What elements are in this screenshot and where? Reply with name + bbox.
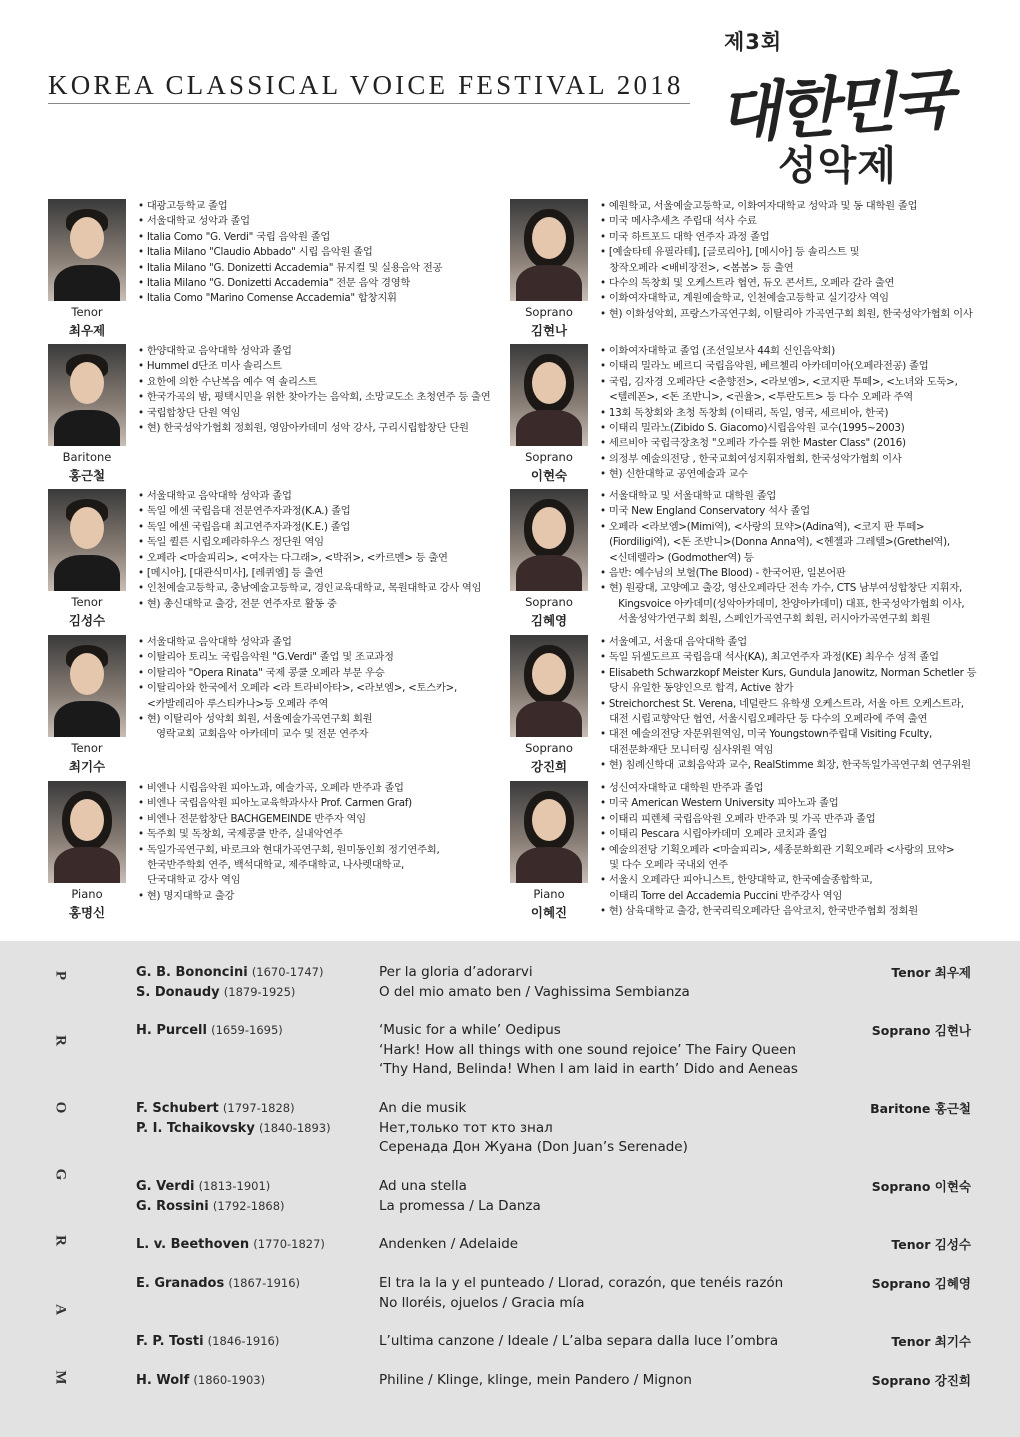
piece-title: ‘Thy Hand, Belinda! When I am laid in earth’ Dido and Aeneas: [379, 1061, 798, 1077]
performer-voice: Piano: [533, 887, 565, 901]
festival-logo: [718, 22, 980, 187]
performer-bio: [138, 781, 533, 904]
bio-line: • 성신여자대학교 대학원 반주과 졸업: [600, 782, 764, 794]
program-pieces: [379, 1235, 518, 1255]
performer-card: [510, 344, 990, 484]
composer-name: G. Verdi: [136, 1179, 195, 1194]
bio-line: • 이화여자대학교 졸업 (조선일보사 44회 신인음악회): [600, 345, 836, 357]
composer: [136, 1371, 265, 1391]
bio-line: • Streichorchest St. Verena, 네덜란드 유학생 오케스트라, 서울 아트 오케스트라,: [600, 697, 964, 710]
program-composers: [136, 1371, 265, 1391]
bio-line: • Italia Milano "G. Donizetti Accademia" 전문 음악 경영학: [138, 277, 411, 290]
program-composers: [136, 1274, 300, 1294]
performer-name: 최기수: [68, 759, 106, 774]
bio-line: • 현) 한국성악가협회 정회원, 영암아카데미 성악 강사, 구리시립합창단 단원: [138, 422, 469, 435]
bio-line: 서울성악가연구회 회원, 스페인가곡연구회 회원, 러시아가곡연구회 회원: [600, 613, 931, 626]
bio-line: • [메시아], [대관식미사], [레퀴엠] 등 출연: [138, 567, 324, 580]
bio-line: • 세르비아 국립극장초청 "오페라 가수를 위한 Master Class" (2016): [600, 437, 906, 450]
bio-line: • Italia Milano "Claudio Abbado" 시립 음악원 졸업: [138, 246, 373, 259]
program-performer: Baritone 홍근철: [870, 1101, 971, 1116]
program-composers: [136, 1099, 331, 1138]
composer: [136, 1274, 300, 1294]
bio-line: 당시 유일한 동양인으로 합격, Active 참가: [600, 682, 794, 695]
performer-photo: [48, 344, 126, 446]
program-composers: [136, 963, 323, 1002]
program-performer: Soprano 김현나: [871, 1023, 971, 1038]
bio-line: • 이탈리아 토리노 국립음악원 "G.Verdi" 졸업 및 조교과정: [138, 651, 394, 664]
bio-line: • 비엔나 국립음악원 피아노교육학과사사 Prof. Carmen Graf): [138, 797, 412, 810]
performer-card: [48, 344, 528, 484]
performer-photo: [48, 199, 126, 301]
piece-title: ‘Hark! How all things with one sound rejoice’ The Fairy Queen: [379, 1041, 797, 1058]
composer-years: (1846-1916): [207, 1334, 280, 1348]
bio-line: • 현) 명지대학교 출강: [138, 889, 235, 902]
composer-years: (1840-1893): [258, 1120, 331, 1135]
performer-voice: Piano: [71, 887, 103, 901]
bio-line: <신데렐라> (Godmother역) 등: [600, 551, 754, 564]
composer: [136, 1021, 283, 1041]
performer-card: [48, 635, 528, 775]
bio-line: • 미국 American Western University 피아노과 졸업: [600, 797, 839, 810]
bio-line: • 서울대학교 및 서울대학교 대학원 졸업: [600, 490, 777, 502]
piece-title: Philine / Klinge, klinge, mein Pandero / Mignon: [379, 1372, 692, 1388]
bio-line: • 이태리 밀라노 베르디 국립음악원, 베르첼리 아카데미아(오페라전공) 졸업: [600, 360, 929, 373]
performer-name: 이혜진: [530, 905, 568, 920]
composer-name: H. Purcell: [136, 1023, 207, 1038]
bio-line: • 독일 에센 국립음대 최고연주자과정(K.E.) 졸업: [138, 520, 351, 533]
bio-line: • 예술의전당 기획오페라 <마술피리>, 세종문화회관 기획오페라 <사랑의 묘약>: [600, 843, 955, 856]
composer: [136, 963, 323, 983]
bio-line: • 국립합창단 단원 역임: [138, 406, 241, 419]
program-label-letter: O: [52, 1101, 69, 1114]
performer-name: 김현나: [530, 323, 568, 338]
bio-line: • 오페라 <라보엠>(Mimi역), <사랑의 묘약>(Adina역), <코지 판 투떼>: [600, 520, 925, 533]
bio-line: • 서울대학교 음악대학 성악과 졸업: [138, 636, 292, 648]
bio-line: • 독주회 및 독창회, 국제콩쿨 반주, 실내악연주: [138, 828, 343, 841]
performer-voice: Soprano: [525, 305, 573, 319]
bio-line: (Fiordiligi역), <돈 조반니>(Donna Anna역), <헨젤과 그레텔>(Grethel역),: [600, 536, 950, 549]
composer-years: (1867-1916): [228, 1276, 300, 1290]
bio-line: 단국대학교 강사 역임: [138, 874, 241, 887]
bio-line: • 이화여자대학교, 계원예술학교, 인천예술고등학교 실기강사 역임: [600, 292, 889, 305]
program-performer: Soprano 이현숙: [871, 1179, 971, 1194]
bio-line: • [예술타테 유필라테], [글로리아], [메시아] 등 솔리스트 및: [600, 246, 860, 259]
performer-photo: [510, 199, 588, 301]
performer-card: [510, 489, 990, 629]
bio-line: 대전 시립교향악단 협연, 서울시립오페라단 등 다수의 오페라에 주역 출연: [600, 713, 928, 726]
bio-line: • Italia Como "G. Verdi" 국립 음악원 졸업: [138, 230, 331, 243]
composer-years: (1860-1903): [193, 1373, 266, 1387]
bio-line: • 현) 신한대학교 공연예술과 교수: [600, 468, 748, 481]
bio-line: 및 다수 오페라 국내외 연주: [600, 859, 728, 872]
bio-line: • 13회 독창회와 초청 독창회 (이태리, 독일, 영국, 세르비아, 한국): [600, 406, 889, 419]
bio-line: • 서울예고, 서울대 음악대학 졸업: [600, 636, 747, 648]
composer-name: P. I. Tchaikovsky: [136, 1120, 255, 1136]
logo-edition: 제3회: [724, 30, 783, 54]
festival-title: KOREA CLASSICAL VOICE FESTIVAL 2018: [48, 70, 684, 100]
bio-line: • 서울대학교 음악대학 성악과 졸업: [138, 490, 292, 502]
bio-line: • Italia Como "Marino Comense Accademia" 합창지휘: [138, 292, 397, 305]
program-pieces: [379, 1332, 778, 1352]
program-pieces: [379, 1177, 541, 1216]
performer-photo: [48, 781, 126, 883]
bio-line: • 오페라 <마술피리>, <여자는 다그래>, <박쥐>, <카르멘> 등 출연: [138, 551, 448, 564]
bio-line: • 현) 삼육대학교 출강, 한국리릭오페라단 음악코치, 한국반주협회 정회원: [600, 905, 919, 918]
composer: [136, 1177, 285, 1197]
bio-line: • 현) 총신대학교 출강, 전문 연주자로 활동 중: [138, 597, 337, 610]
composer-years: (1770-1827): [253, 1237, 325, 1251]
piece-title: Andenken / Adelaide: [379, 1236, 519, 1252]
bio-line: • 독일가곡연구회, 바로크와 현대가곡연구회, 원미동인회 정기연주회,: [138, 843, 440, 856]
program-pieces: [379, 1021, 798, 1080]
composer-name: G. Rossini: [136, 1198, 209, 1214]
bio-line: 한국반주학회 연주, 백석대학교, 제주대학교, 나사렛대학교,: [138, 859, 404, 872]
bio-line: 대전문화재단 모니터링 심사위원 역임: [600, 743, 774, 756]
composer: [136, 983, 323, 1003]
performer-card: [48, 199, 528, 339]
performer-voice: Soprano: [525, 741, 573, 755]
performer-photo: [48, 489, 126, 591]
performer-photo: [510, 635, 588, 737]
performer-bio: [138, 635, 533, 743]
program-pieces: [379, 1274, 783, 1313]
bio-line: • 현) 이화성악회, 프랑스가곡연구회, 이탈리아 가곡연구회 회원, 한국성악가협회 이사: [600, 307, 973, 320]
program-performer: Tenor 최기수: [891, 1334, 971, 1349]
program-label-letter: P: [52, 970, 69, 981]
bio-line: • 예원학교, 서울예술고등학교, 이화여자대학교 성악과 및 동 대학원 졸업: [600, 200, 918, 212]
bio-line: • 서울시 오페라단 피아니스트, 한양대학교, 한국예술종합학교,: [600, 874, 873, 887]
composer-years: (1879-1925): [223, 984, 296, 999]
composer-name: S. Donaudy: [136, 984, 220, 1000]
piece-title: ‘Music for a while’ Oedipus: [379, 1022, 561, 1038]
performer-voice: Soprano: [525, 595, 573, 609]
performer-voice: Soprano: [525, 450, 573, 464]
program-pieces: [379, 963, 690, 1002]
bio-line: • 서울대학교 성악과 졸업: [138, 215, 250, 228]
composer-name: G. B. Bononcini: [136, 965, 248, 980]
bio-line: • Elisabeth Schwarzkopf Meister Kurs, Gundula Janowitz, Norman Schetler 등: [600, 666, 977, 679]
bio-line: <카발레리아 루스티카나>등 오페라 주역: [138, 697, 329, 710]
performer-bio: [138, 199, 533, 307]
bio-line: • 요한에 의한 수난복음 예수 역 솔리스트: [138, 375, 318, 388]
bio-line: • 독일 뒤셀도르프 국립음대 석사(KA), 최고연주자 과정(KE) 최우수 성적 졸업: [600, 651, 939, 664]
bio-line: <텔레폰>, <돈 조반니>, <권율>, <투란도트> 등 다수 오페라 주역: [600, 391, 913, 404]
piece-title: Ad una stella: [379, 1178, 467, 1194]
performer-bio: [600, 781, 995, 920]
piece-title: Серенада Дон Жуана (Don Juan’s Serenade): [379, 1139, 688, 1155]
performer-photo: [510, 489, 588, 591]
performer-voice: Tenor: [71, 741, 103, 755]
piece-title: No lloréis, ojuelos / Gracia mía: [379, 1294, 585, 1311]
program-composers: [136, 1021, 283, 1041]
piece-title: Нет,только тот кто знал: [379, 1119, 553, 1136]
bio-line: • 비엔나 전문합창단 BACHGEMEINDE 반주자 역임: [138, 812, 366, 825]
composer-name: E. Granados: [136, 1276, 225, 1291]
piece-title: La promessa / La Danza: [379, 1197, 541, 1214]
performer-name: 김혜영: [530, 613, 568, 628]
composer: [136, 1235, 325, 1255]
performer-voice: Tenor: [71, 305, 103, 319]
program-label-letter: R: [52, 1235, 69, 1246]
bio-line: 이태리 Torre del Accademia Puccini 반주강사 역임: [600, 889, 843, 902]
performer-name: 이현숙: [530, 468, 568, 483]
program-label-letter: R: [52, 1035, 69, 1046]
bio-line: • 인천예술고등학교, 충남예술고등학교, 경인교육대학교, 목원대학교 강사 역임: [138, 582, 482, 595]
piece-title: El tra la la y el punteado / Llorad, corazón, que tenéis razón: [379, 1275, 784, 1291]
program-composers: [136, 1332, 279, 1352]
program-pieces: [379, 1099, 688, 1158]
bio-line: • 대전 예술의전당 자문위원역임, 미국 Youngstown주립대 Visiting Fculty,: [600, 728, 932, 741]
logo-korea: 대한민국: [716, 63, 953, 153]
performer-card: [510, 781, 990, 921]
composer-years: (1813-1901): [198, 1179, 271, 1193]
bio-line: • 이태리 Pescara 시립아카데미 오페라 코치과 졸업: [600, 828, 828, 841]
performer-name: 최우제: [68, 323, 106, 338]
composer-years: (1670-1747): [251, 965, 324, 979]
performer-bio: [600, 199, 995, 322]
bio-line: • 이탈리아와 한국에서 오페라 <라 트라비아타>, <라보엠>, <토스카>,: [138, 682, 458, 695]
logo-festival: 성악제: [778, 143, 897, 189]
bio-line: • 다수의 독창회 및 오케스트라 협연, 듀오 콘서트, 오페라 갈라 출연: [600, 277, 895, 290]
performer-bio: [600, 489, 995, 628]
performer-bio: [600, 344, 995, 483]
bio-line: • 대광고등학교 졸업: [138, 200, 228, 212]
performer-bio: [600, 635, 995, 774]
program-performer: Tenor 김성수: [891, 1237, 971, 1252]
bio-line: • 한국가곡의 밤, 평택시민을 위한 찾아가는 음악회, 소망교도소 초청연주 등 출연: [138, 391, 491, 404]
bio-line: • 국립, 김자경 오페라단 <춘향전>, <라보엠>, <코지판 투떼>, <노녀와 도둑>,: [600, 375, 958, 388]
performer-name: 김성수: [68, 613, 106, 628]
bio-line: • 독일 퀼른 시립오페라하우스 정단원 역임: [138, 536, 324, 549]
performer-name: 홍명신: [68, 905, 106, 920]
performer-voice: Tenor: [71, 595, 103, 609]
bio-line: • 이탈리아 "Opera Rinata" 국제 콩쿨 오페라 부문 우승: [138, 666, 385, 679]
performer-card: [510, 635, 990, 775]
performer-card: [510, 199, 990, 339]
program-composers: [136, 1235, 325, 1255]
piece-title: An die musik: [379, 1100, 467, 1116]
program-label-letter: G: [52, 1168, 69, 1181]
performer-photo: [510, 781, 588, 883]
bio-line: • 의정부 예술의전당 , 한국교회여성지휘자협회, 한국성악가협회 이사: [600, 452, 902, 465]
bio-line: • 현) 원광대, 고양예고 출강, 영산오페라단 전속 가수, CTS 남부여성합창단 지휘자,: [600, 582, 963, 595]
bio-line: • 이태리 밀라노(Zibido S. Giacomo)시립음악원 교수(1995~2003): [600, 422, 905, 435]
bio-line: • Hummel d단조 미사 솔리스트: [138, 360, 282, 373]
performer-name: 홍근철: [68, 468, 106, 483]
bio-line: • 독일 에센 국립음대 전문연주자과정(K.A.) 졸업: [138, 505, 351, 518]
program-pieces: [379, 1371, 692, 1391]
composer: [136, 1119, 331, 1139]
bio-line: • 미국 하트포드 대학 연주자 과정 졸업: [600, 230, 770, 243]
bio-line: • 음반: 예수님의 보혈(The Blood) - 한국어판, 일본어판: [600, 567, 846, 580]
performer-voice: Baritone: [62, 450, 112, 464]
performer-card: [48, 489, 528, 629]
bio-line: • 현) 이탈리아 성악회 회원, 서울예술가곡연구회 회원: [138, 713, 373, 726]
performer-card: [48, 781, 528, 921]
piece-title: O del mio amato ben / Vaghissima Sembianza: [379, 983, 690, 1000]
bio-line: • 미국 메사추세츠 주립대 석사 수료: [600, 215, 757, 228]
performer-bio: [138, 344, 533, 436]
composer-name: L. v. Beethoven: [136, 1237, 250, 1252]
bio-line: Kingsvoice 아카데미(성악아카데미, 찬양아카데미) 대표, 한국성악가협회 이사,: [600, 597, 965, 610]
bio-line: • 이태리 피렌체 국립음악원 오페라 반주과 및 가곡 반주과 졸업: [600, 812, 876, 825]
performer-photo: [48, 635, 126, 737]
bio-line: • 미국 New England Conservatory 석사 졸업: [600, 505, 810, 518]
composer: [136, 1099, 331, 1119]
program-composers: [136, 1177, 285, 1216]
program-label-letter: A: [52, 1304, 69, 1315]
composer-name: F. Schubert: [136, 1101, 219, 1116]
bio-line: • Italia Milano "G. Donizetti Accademia" 뮤지컬 및 실용음악 전공: [138, 261, 443, 274]
composer-years: (1659-1695): [211, 1023, 283, 1037]
program-section: [0, 941, 1020, 1437]
bio-line: • 비엔나 시립음악원 피아노과, 예술가곡, 오페라 반주과 졸업: [138, 782, 404, 794]
bio-line: 영락교회 교회음악 아카데미 교수 및 전문 연주자: [138, 728, 369, 741]
bio-line: • 한양대학교 음악대학 성악과 졸업: [138, 345, 292, 357]
composer-name: H. Wolf: [136, 1373, 190, 1388]
piece-title: Per la gloria d’adorarvi: [379, 964, 533, 980]
program-label-letter: M: [52, 1370, 69, 1385]
performer-photo: [510, 344, 588, 446]
performer-name: 강진희: [530, 759, 568, 774]
performer-bio: [138, 489, 533, 612]
composer-years: (1797-1828): [222, 1101, 295, 1115]
title-underline: [48, 103, 690, 104]
bio-line: 창작오페라 <배비장전>, <봄봄> 등 출연: [600, 261, 794, 274]
program-performer: Tenor 최우제: [891, 965, 971, 980]
piece-title: L’ultima canzone / Ideale / L’alba separa dalla luce l’ombra: [379, 1333, 779, 1349]
composer-name: F. P. Tosti: [136, 1334, 204, 1349]
program-performer: Soprano 강진희: [871, 1373, 971, 1388]
composer: [136, 1332, 279, 1352]
bio-line: • 현) 침례신학대 교회음악과 교수, RealStimme 회장, 한국독일가곡연구회 연구위원: [600, 759, 971, 772]
program-performer: Soprano 김혜영: [871, 1276, 971, 1291]
composer: [136, 1197, 285, 1217]
composer-years: (1792-1868): [212, 1198, 285, 1213]
